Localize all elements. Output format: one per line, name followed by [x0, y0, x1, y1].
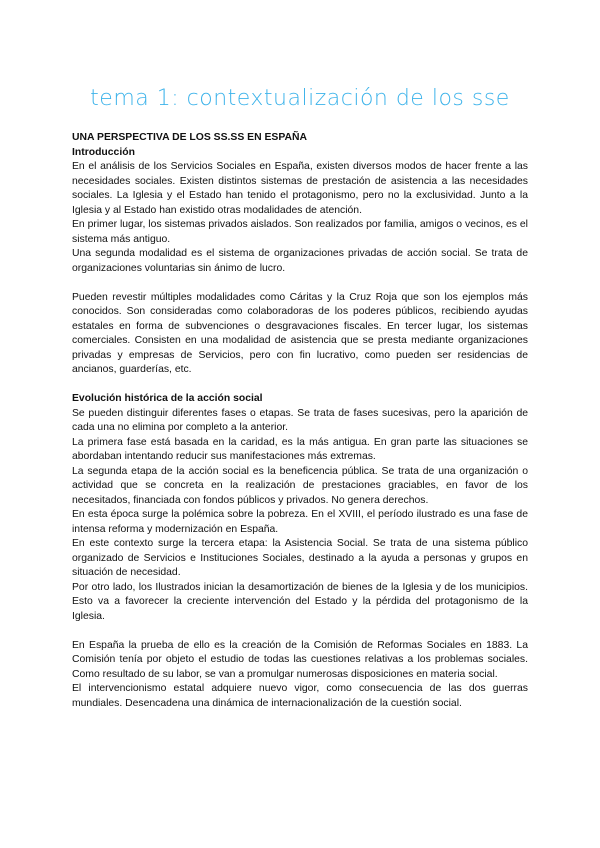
document-body	[72, 131, 528, 711]
spacer	[72, 624, 528, 639]
page-title: tema 1: contextualización de los sse	[90, 86, 510, 111]
paragraph: La primera fase está basada en la caridad, es la más antigua. En gran parte las situaciones se abordaban intentando reducir sus manifestaciones más extremas.	[72, 436, 528, 462]
evolution-heading: Evolución histórica de la acción social	[72, 393, 263, 404]
paragraph: En este contexto surge la tercera etapa: la Asistencia Social. Se trata de una sistema público organizado de Servicios e Instituciones Sociales, destinado a la ayuda a personas y grupos en situación de necesidad.	[72, 538, 528, 578]
paragraph: En el análisis de los Servicios Sociales en España, existen diversos modos de hacer frente a las necesidades sociales. Existen distintos sistemas de prestación de asistencia a las necesidades sociales. La Iglesia y el Estado han tenido el protagonismo, pero no la exclusividad. Junto a la Iglesia y al Estado han existido otras modalidades de atención.	[72, 161, 528, 216]
paragraph: Una segunda modalidad es el sistema de organizaciones privadas de acción social. Se trata de organizaciones voluntarias sin ánimo de lucro.	[72, 248, 528, 274]
paragraph: La segunda etapa de la acción social es la beneficencia pública. Se trata de una organización o actividad que se concreta en la realización de prestaciones graciables, en favor de los necesitados, financiada con fondos públicos y privados. No genera derechos.	[72, 465, 528, 506]
paragraph: El intervencionismo estatal adquiere nuevo vigor, como consecuencia de las dos guerras mundiales. Desencadena una dinámica de internacionalización de la cuestión social.	[72, 683, 528, 709]
paragraph: Pueden revestir múltiples modalidades como Cáritas y la Cruz Roja que son los ejemplos más conocidos. Son consideradas como colaboradoras de los poderes públicos, recibiendo ayudas estatales en forma de subvenciones o desgravaciones fiscales. En tercer lugar, los sistemas comerciales. Consisten en una modalidad de asistencia que se presta mediante organizaciones privadas y empresas de Servicios, pero con fin lucrativo, como pueden ser residencias de ancianos, guarderías, etc.	[72, 291, 528, 375]
spacer	[72, 378, 528, 393]
intro-heading: Introducción	[72, 146, 135, 158]
paragraph: Se pueden distinguir diferentes fases o etapas. Se trata de fases sucesivas, pero la aparición de cada una no elimina por completo a la anterior.	[72, 407, 528, 433]
paragraph: Por otro lado, los Ilustrados inician la desamortización de bienes de la Iglesia y de los municipios. Esto va a favorecer la creciente intervención del Estado y la pérdida del protagonismo de la Iglesia.	[72, 581, 528, 622]
paragraph: En primer lugar, los sistemas privados aislados. Son realizados por familia, amigos o vecinos, es el sistema más antiguo.	[72, 219, 528, 245]
spacer	[72, 276, 528, 291]
paragraph: En España la prueba de ello es la creación de la Comisión de Reformas Sociales en 1883. La Comisión tenía por objeto el estudio de todas las cuestiones relativas a los problemas sociales. Como resultado de su labor, se van a promulgar numerosas disposiciones en materia social.	[72, 639, 528, 680]
paragraph: En esta época surge la polémica sobre la pobreza. En el XVIII, el período ilustrado es una fase de intensa reforma y modernización en España.	[72, 509, 528, 535]
section-heading: UNA PERSPECTIVA DE LOS SS.SS EN ESPAÑA	[72, 132, 307, 143]
